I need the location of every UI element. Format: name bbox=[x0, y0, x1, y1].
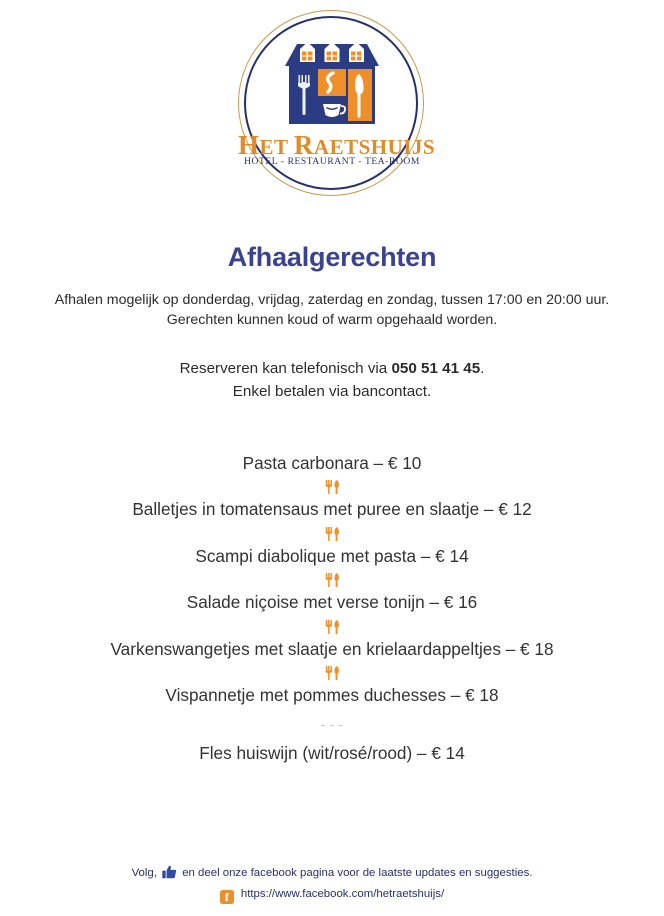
logo-container bbox=[0, 0, 664, 198]
pickup-temperature-line: Gerechten kunnen koud of warm opgehaald worden. bbox=[166, 312, 498, 329]
page-title: Afhaalgerechten bbox=[227, 242, 437, 272]
logo-tagline: HOTEL - RESTAURANT - TEA-ROOM bbox=[244, 157, 420, 167]
dash-separator: - - - bbox=[320, 716, 344, 732]
menu-item: Salade niçoise met verse tonijn – € 16 bbox=[186, 592, 478, 612]
facebook-icon[interactable]: f bbox=[220, 890, 234, 904]
facebook-url-line[interactable] bbox=[0, 886, 664, 904]
facebook-cta-line bbox=[0, 865, 664, 886]
reservation-phone-line bbox=[0, 357, 664, 380]
phone-number[interactable]: 050 51 41 45 bbox=[391, 360, 481, 378]
footer bbox=[0, 865, 664, 904]
opening-hours-line-1: Afhalen mogelijk op donderdag, vrijdag, zaterdag en zondag, tussen 17:00 en 20:00 uur. bbox=[54, 292, 610, 308]
reservation-prefix-text: Reserveren kan telefonisch via bbox=[179, 360, 392, 378]
facebook-url[interactable]: https://www.facebook.com/hetraetshuijs/ bbox=[240, 888, 445, 900]
fork-knife-icon bbox=[0, 568, 664, 591]
fork-knife-icon bbox=[0, 475, 664, 498]
menu-item: Vispannetje met pommes duchesses – € 18 bbox=[165, 685, 499, 705]
payment-method-line: Enkel betalen via bancontact. bbox=[232, 383, 432, 401]
thumbs-up-icon bbox=[162, 865, 177, 886]
house-cutlery-icon bbox=[267, 32, 397, 132]
fork-knife-icon bbox=[0, 522, 664, 545]
fork-knife-icon bbox=[0, 615, 664, 638]
footer-text-pre: Volg, bbox=[131, 867, 161, 880]
reservation-info bbox=[0, 357, 664, 403]
logo-wordmark: HET RAETSHUIJS bbox=[238, 130, 436, 160]
menu-item: Varkenswangetjes met slaatje en krielaardappeltjes – € 18 bbox=[110, 638, 554, 659]
menu-item: Pasta carbonara – € 10 bbox=[242, 452, 422, 473]
takeaway-menu-list bbox=[0, 452, 664, 766]
restaurant-logo bbox=[238, 10, 436, 198]
fork-knife-icon bbox=[0, 661, 664, 684]
footer-text-post: en deel onze facebook pagina voor de laatste updates en suggesties. bbox=[179, 867, 533, 880]
menu-item: Balletjes in tomatensaus met puree en slaatje – € 12 bbox=[132, 499, 532, 519]
opening-hours-info bbox=[0, 290, 664, 330]
menu-item: Fles huiswijn (wit/rosé/rood) – € 14 bbox=[199, 742, 465, 763]
reservation-suffix-text: . bbox=[480, 360, 485, 378]
menu-item: Scampi diabolique met pasta – € 14 bbox=[195, 545, 469, 566]
